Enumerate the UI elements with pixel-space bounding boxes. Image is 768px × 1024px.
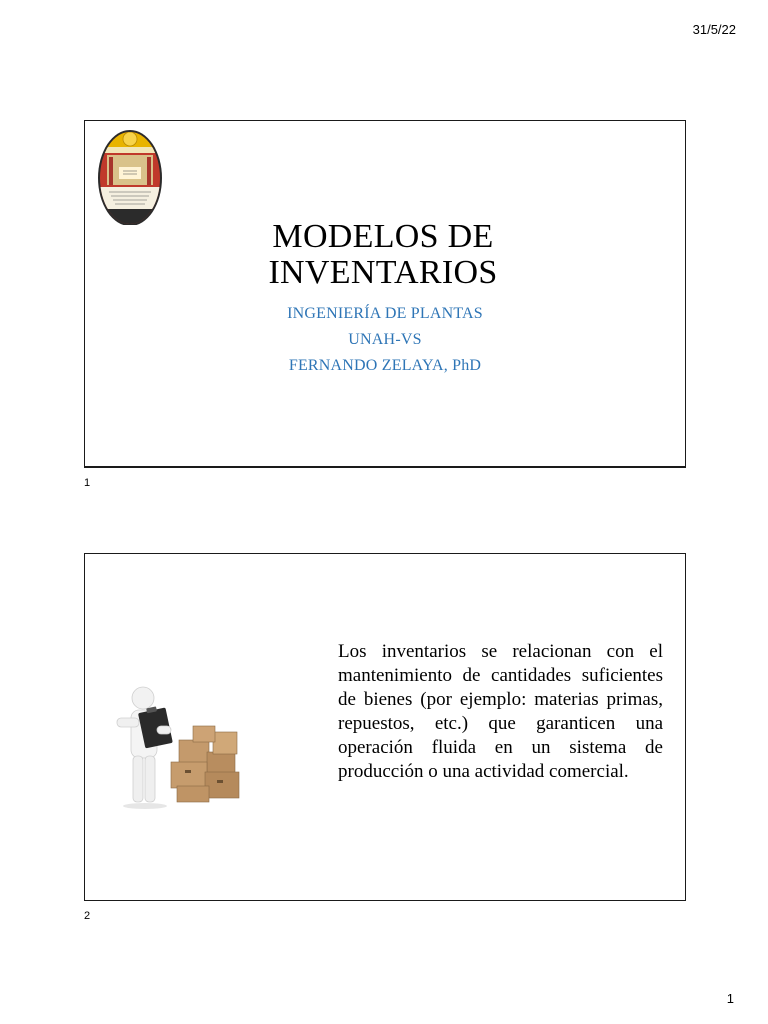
slide-number-1: 1	[84, 477, 91, 489]
slide-title	[85, 219, 685, 291]
subtitle-line-3: FERNANDO ZELAYA, PhD	[288, 357, 482, 374]
subtitle-line-2: UNAH-VS	[348, 331, 422, 348]
header-date: 31/5/22	[692, 22, 736, 37]
slide-subtitle	[85, 301, 685, 379]
person-with-clipboard-and-boxes-icon	[107, 670, 257, 810]
slide-title-line-1: MODELOS DE	[272, 218, 494, 255]
subtitle-line-1: INGENIERÍA DE PLANTAS	[287, 305, 483, 322]
slide-number-2: 2	[84, 910, 91, 922]
university-seal-icon	[97, 127, 163, 225]
slide-2	[84, 553, 686, 901]
slide-body-text: Los inventarios se relacionan con el mantenimiento de cantidades suficientes de bienes (por ejemplo: materias primas, repuestos, etc.) que garanticen una operación fluida en un sistema de producción o una actividad comercial.	[338, 641, 663, 782]
slide-1	[84, 120, 686, 468]
slide-title-line-2: INVENTARIOS	[268, 254, 498, 291]
page-number: 1	[726, 991, 734, 1006]
